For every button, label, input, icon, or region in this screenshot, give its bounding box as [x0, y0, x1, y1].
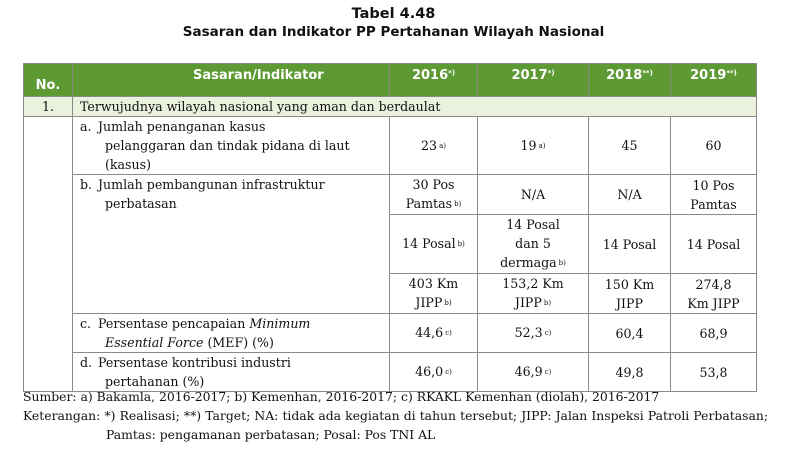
value-b2-2018: 14 Posal	[589, 215, 671, 274]
header-no: No.	[24, 64, 73, 97]
section-number: 1.	[24, 97, 73, 117]
value-c-2017: 52,3 c)	[478, 314, 589, 353]
value-a-2017: 19 a)	[478, 117, 589, 175]
value-a-2018: 45	[589, 117, 671, 175]
footnote-source: Sumber: a) Bakamla, 2016-2017; b) Kemenhan, 2016-2017; c) RKAKL Kemenhan (diolah), 2016-2017	[23, 389, 660, 404]
indicator-d: d. Persentase kontribusi industri pertahanan (%)	[73, 353, 390, 392]
header-2018: 2018**)	[589, 64, 671, 97]
footnotes	[23, 387, 768, 444]
value-b2-2017: 14 Posal dan 5 dermaga b)	[478, 215, 589, 274]
value-a-2016: 23 a)	[390, 117, 478, 175]
value-b2-2019: 14 Posal	[671, 215, 757, 274]
value-b3-2016: 403 Km JIPP b)	[390, 274, 478, 314]
value-b3-2017: 153,2 Km JIPP b)	[478, 274, 589, 314]
value-b1-2018: N/A	[589, 175, 671, 215]
header-2017: 2017*)	[478, 64, 589, 97]
value-b1-2016: 30 Pos Pamtas b)	[390, 175, 478, 215]
value-b1-2017: N/A	[478, 175, 589, 215]
indicator-b: b. Jumlah pembangunan infrastruktur perbatasan	[73, 175, 390, 314]
value-a-2019: 60	[671, 117, 757, 175]
value-d-2018: 49,8	[589, 353, 671, 392]
value-b3-2018: 150 Km JIPP	[589, 274, 671, 314]
footnote-legend: Keterangan: *) Realisasi; **) Target; NA: tidak ada kegiatan di tahun tersebut; JIPP: Jalan Inspeksi Patroli Perbatasan; Pamtas: pengamanan perbatasan; Posal: Pos TNI AL	[23, 408, 768, 442]
header-2019: 2019**)	[671, 64, 757, 97]
value-d-2017: 46,9 c)	[478, 353, 589, 392]
value-d-2016: 46,0 c)	[390, 353, 478, 392]
table-row-a	[24, 117, 757, 175]
value-c-2016: 44,6 c)	[390, 314, 478, 353]
indicator-a: a. Jumlah penanganan kasus pelanggaran dan tindak pidana di laut (kasus)	[73, 117, 390, 175]
table-header-row	[24, 64, 757, 97]
table-row-c	[24, 314, 757, 353]
indicator-c: c. Persentase pencapaian Minimum Essential Force (MEF) (%)	[73, 314, 390, 353]
section-row	[24, 97, 757, 117]
value-c-2019: 68,9	[671, 314, 757, 353]
table-row-b1	[24, 175, 757, 215]
value-b1-2019: 10 Pos Pamtas	[671, 175, 757, 215]
value-b3-2019: 274,8 Km JIPP	[671, 274, 757, 314]
table-row-d	[24, 353, 757, 392]
indicator-table	[23, 63, 757, 392]
value-d-2019: 53,8	[671, 353, 757, 392]
table-title: Sasaran dan Indikator PP Pertahanan Wilayah Nasional	[182, 24, 605, 40]
header-sasaran: Sasaran/Indikator	[73, 64, 390, 97]
section-title: Terwujudnya wilayah nasional yang aman dan berdaulat	[73, 97, 757, 117]
table-number: Tabel 4.48	[351, 6, 436, 22]
value-c-2018: 60,4	[589, 314, 671, 353]
value-b2-2016: 14 Posal b)	[390, 215, 478, 274]
header-2016: 2016*)	[390, 64, 478, 97]
empty-no-cell	[24, 117, 73, 392]
